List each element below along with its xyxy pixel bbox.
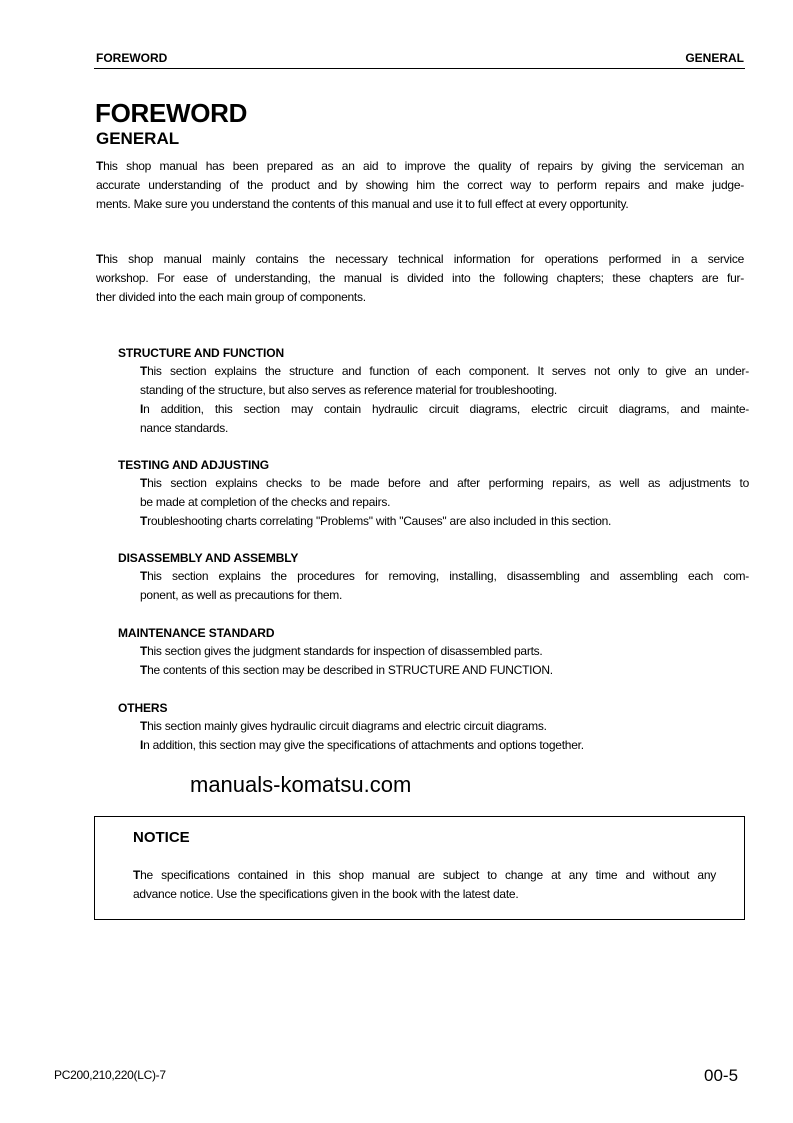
paragraph bbox=[96, 250, 744, 307]
paragraph bbox=[96, 157, 744, 214]
text-line: advance notice. Use the specifications given in the book with the latest date. bbox=[133, 887, 519, 901]
text-line: standing of the structure, but also serves as reference material for troubleshooting. bbox=[140, 383, 557, 397]
header-section-right: GENERAL bbox=[685, 51, 744, 65]
text-line: Troubleshooting charts correlating "Problems" with "Causes" are also included in this section. bbox=[140, 514, 612, 528]
paragraph bbox=[140, 736, 749, 755]
paragraph bbox=[140, 474, 749, 512]
text-line: This section explains the structure and function of each component. It serves not only to give an under- bbox=[140, 364, 749, 378]
text-line: The specifications contained in this shop manual are subject to change at any time and without any bbox=[133, 868, 716, 882]
text-line: This shop manual has been prepared as an aid to improve the quality of repairs by giving the serviceman an bbox=[96, 159, 744, 173]
footer-model: PC200,210,220(LC)-7 bbox=[54, 1068, 166, 1082]
text-line: ponent, as well as precautions for them. bbox=[140, 588, 343, 602]
text-line: workshop. For ease of understanding, the manual is divided into the following chapters; these chapters are fur- bbox=[96, 271, 744, 285]
text-line: ments. Make sure you understand the contents of this manual and use it to full effect at every opportunity. bbox=[96, 197, 629, 211]
text-line: The contents of this section may be described in STRUCTURE AND FUNCTION. bbox=[140, 663, 553, 677]
text-line: This section gives the judgment standards for inspection of disassembled parts. bbox=[140, 644, 543, 658]
text-line: This section mainly gives hydraulic circuit diagrams and electric circuit diagrams. bbox=[140, 719, 547, 733]
section-heading: OTHERS bbox=[118, 701, 168, 715]
text-line: This section explains the procedures for removing, installing, disassembling and assembling each com- bbox=[140, 569, 749, 583]
watermark: manuals-komatsu.com bbox=[190, 772, 412, 797]
section-heading: MAINTENANCE STANDARD bbox=[118, 626, 275, 640]
paragraph bbox=[140, 642, 749, 661]
paragraph bbox=[140, 717, 749, 736]
section-heading: DISASSEMBLY AND ASSEMBLY bbox=[118, 551, 299, 565]
text-line: ther divided into the each main group of components. bbox=[96, 290, 366, 304]
notice-title: NOTICE bbox=[133, 829, 190, 846]
text-line: This shop manual mainly contains the necessary technical information for operations performed in a service bbox=[96, 252, 744, 266]
section-heading: TESTING AND ADJUSTING bbox=[118, 458, 270, 472]
page-subtitle: GENERAL bbox=[96, 129, 180, 148]
paragraph bbox=[140, 567, 749, 605]
text-line: accurate understanding of the product and by showing him the correct way to perform repairs and make judge- bbox=[96, 178, 744, 192]
paragraph bbox=[140, 512, 749, 531]
text-line: In addition, this section may give the specifications of attachments and options together. bbox=[140, 738, 584, 752]
page-title: FOREWORD bbox=[95, 98, 248, 128]
header-section-left: FOREWORD bbox=[96, 51, 168, 65]
section-heading: STRUCTURE AND FUNCTION bbox=[118, 346, 285, 360]
paragraph bbox=[140, 400, 749, 438]
notice-box bbox=[94, 816, 745, 920]
paragraph bbox=[140, 661, 749, 680]
header-rule bbox=[94, 68, 745, 69]
paragraph bbox=[140, 362, 749, 400]
text-line: In addition, this section may contain hydraulic circuit diagrams, electric circuit diagrams, and mainte- bbox=[140, 402, 749, 416]
text-line: This section explains checks to be made before and after performing repairs, as well as adjustments to bbox=[140, 476, 749, 490]
page-number: 00-5 bbox=[704, 1066, 739, 1085]
text-line: nance standards. bbox=[140, 421, 229, 435]
text-line: be made at completion of the checks and repairs. bbox=[140, 495, 391, 509]
